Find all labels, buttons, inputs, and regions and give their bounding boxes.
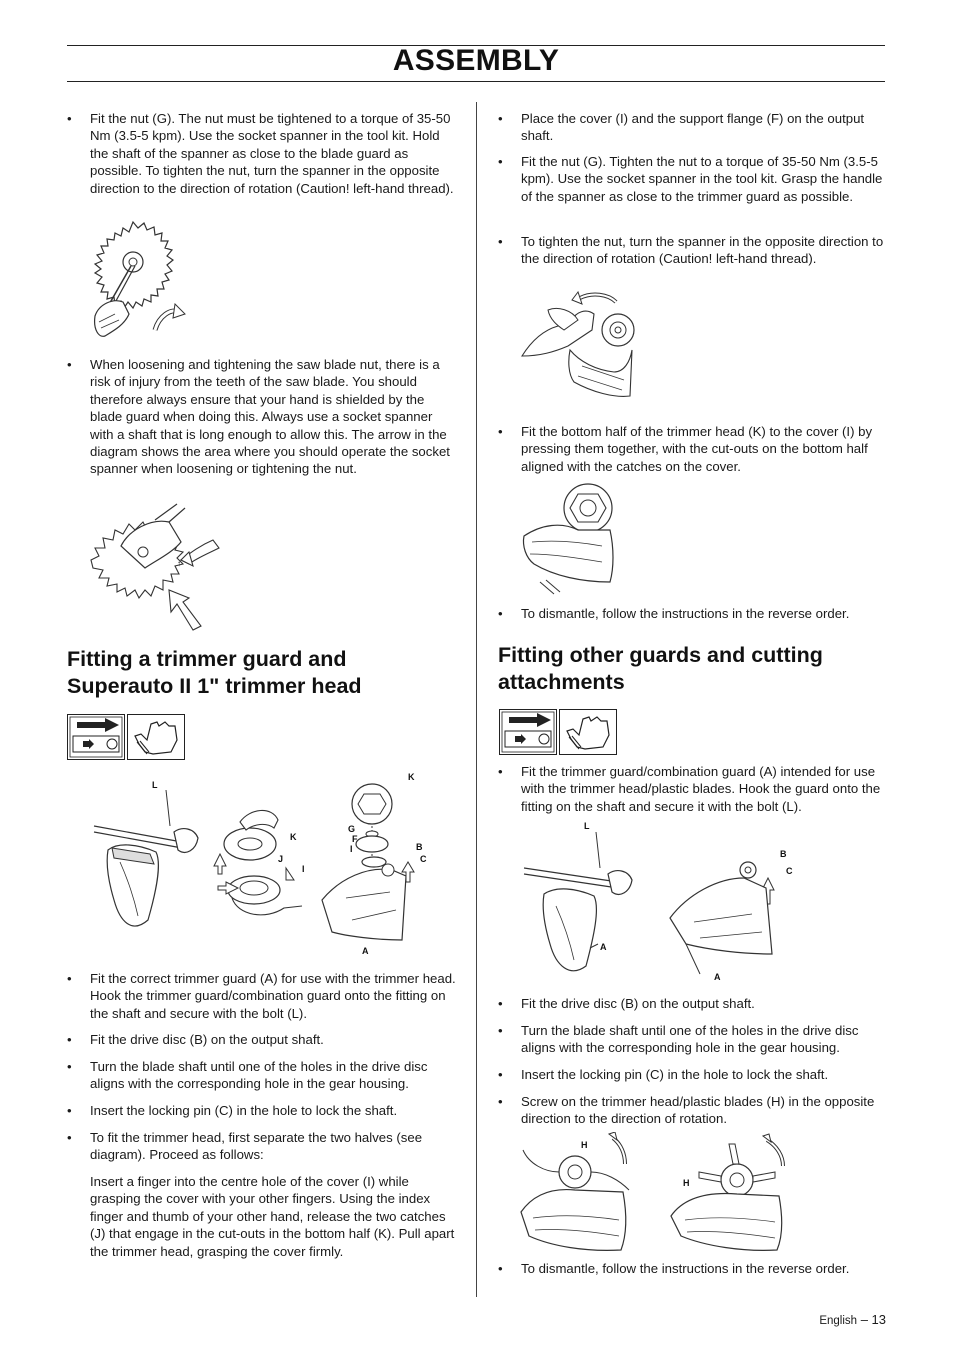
bullet-text: To fit the trimmer head, first separate the two halves (see diagram). Proceed as follows:	[90, 1130, 423, 1163]
label-i2: I	[350, 844, 353, 854]
page-number: – 13	[860, 1312, 886, 1327]
list-item: • Place the cover (I) and the support flange (F) on the output shaft.	[498, 111, 865, 144]
label-b: B	[780, 849, 787, 859]
combination-guard-illustration	[518, 818, 798, 988]
section-heading: Fitting other guards and cutting attachments	[498, 643, 823, 694]
trimmer-guard-illustration	[518, 478, 643, 596]
svg-text:↑: ↑	[177, 559, 181, 568]
bullet-text: Fit the bottom half of the trimmer head (K) to the cover (I) by pressing them together, with the cut-outs on the bottom half aligned with the catches on the cover.	[521, 424, 873, 474]
instruction-paragraph: Insert a finger into the centre hole of the cover (I) while grasping the cover with your other fingers. Using the index finger and thumb of your other hand, release the two catches (J) that engage in the cut-outs in the bottom half (K). Pull apart the trimmer head, grasping the cover firmly.	[90, 1174, 455, 1259]
label-a: A	[362, 946, 369, 956]
label-h: H	[581, 1140, 588, 1150]
page-footer	[819, 1312, 886, 1327]
bullet-text: Insert the locking pin (C) in the hole to lock the shaft.	[521, 1067, 829, 1082]
list-item: • Insert the locking pin (C) in the hole to lock the shaft.	[67, 1103, 398, 1118]
label-c: C	[420, 854, 427, 864]
saw-blade-spanner-illustration	[85, 218, 195, 346]
bullet-text: Turn the blade shaft until one of the holes in the drive disc aligns with the corresponding hole in the gear housing.	[521, 1023, 859, 1056]
section-heading: Fitting a trimmer guard and Superauto II 1" trimmer head	[67, 647, 362, 698]
bullet-text: Fit the trimmer guard/combination guard (A) intended for use with the trimmer head/plastic blades. Hook the guard onto the fitting on the shaft and secure it with the bolt (L).	[521, 764, 881, 814]
glove-icon	[127, 714, 185, 760]
label-g: G	[348, 824, 356, 834]
label-c: C	[786, 866, 793, 876]
list-item: • Fit the bottom half of the trimmer head (K) to the cover (I) by pressing them together, with the cut-outs on the bottom half aligned with the catches on the cover.	[498, 424, 873, 474]
list-item: • Screw on the trimmer head/plastic blades (H) in the opposite direction to the direction of rotation.	[498, 1094, 875, 1127]
bullet-text: Turn the blade shaft until one of the holes in the drive disc aligns with the corresponding hole in the gear housing.	[90, 1059, 428, 1092]
header-bottom-rule	[67, 81, 885, 82]
label-j: J	[278, 854, 284, 864]
label-h2: H	[683, 1178, 690, 1188]
bullet-text: When loosening and tightening the saw blade nut, there is a risk of injury from the teeth of the saw blade. You should therefore always ensure that your hand is shielded by the blade guard when doing this. Always use a socket spanner with a shaft that is long enough to allow this. The arrow in the diagram shows the area where you should operate the socket spanner when loosening or tightening the nut.	[90, 357, 450, 477]
trimmer-head-assembly-illustration	[90, 770, 440, 960]
label-l: L	[152, 780, 158, 790]
page-title: ASSEMBLY	[392, 44, 560, 77]
list-item: • Fit the trimmer guard/combination guard (A) intended for use with the trimmer head/plastic blades. Hook the guard onto the fitting on the shaft and secure it with the bolt (L).	[498, 764, 881, 814]
label-k2: K	[408, 772, 415, 782]
label-i: I	[302, 864, 305, 874]
glove-icon	[559, 709, 617, 755]
label-a: A	[600, 942, 607, 952]
bullet-text: Place the cover (I) and the support flange (F) on the output shaft.	[521, 111, 865, 144]
bullet-text: To dismantle, follow the instructions in the reverse order.	[521, 1261, 850, 1276]
label-b: B	[416, 842, 423, 852]
bullet-text: Fit the drive disc (B) on the output shaft.	[90, 1032, 324, 1047]
bullet-text: To dismantle, follow the instructions in the reverse order.	[521, 606, 850, 621]
label-a2: A	[714, 972, 721, 982]
list-item: • To fit the trimmer head, first separate the two halves (see diagram). Proceed as follows:	[67, 1130, 423, 1163]
bullet-text: Screw on the trimmer head/plastic blades (H) in the opposite direction to the direction of rotation.	[521, 1094, 875, 1127]
bullet-text: Fit the nut (G). The nut must be tightened to a torque of 35-50 Nm (3.5-5 kpm). Use the socket spanner in the tool kit. Hold the shaft of the spanner as close to the blade guard as possible. To tighten the nut, turn the spanner in the opposite direction to the direction of rotation (Caution! left-hand thread).	[90, 111, 454, 196]
blade-guard-arrow-illustration	[85, 500, 245, 635]
bullet-text: Insert the locking pin (C) in the hole to lock the shaft.	[90, 1103, 398, 1118]
bullet-text: Fit the nut (G). Tighten the nut to a torque of 35-50 Nm (3.5-5 kpm). Use the socket spanner in the tool kit. Grasp the handle of the spanner as close to the trimmer guard as possible.	[521, 154, 883, 204]
list-item: • Fit the drive disc (B) on the output shaft.	[67, 1032, 324, 1047]
list-item: • To dismantle, follow the instructions in the reverse order.	[498, 1261, 850, 1276]
column-divider	[476, 102, 477, 1297]
list-item: • When loosening and tightening the saw blade nut, there is a risk of injury from the teeth of the saw blade. You should therefore always ensure that your hand is shielded by the blade guard when doing this. Always use a socket spanner with a shaft that is long enough to allow this. The arrow in the diagram shows the area where you should operate the socket spanner when loosening or tightening the nut.	[67, 357, 450, 477]
trimmer-head-plastic-blades-illustration	[515, 1132, 805, 1257]
tool-arrow-icon	[499, 709, 557, 755]
list-item: • Turn the blade shaft until one of the holes in the drive disc aligns with the corresponding hole in the gear housing.	[498, 1023, 859, 1056]
footer-language: English	[819, 1315, 858, 1327]
label-k: K	[290, 832, 297, 842]
bullet-text: Fit the drive disc (B) on the output shaft.	[521, 996, 755, 1011]
list-item: • Insert the locking pin (C) in the hole to lock the shaft.	[498, 1067, 829, 1082]
bullet-text: Fit the correct trimmer guard (A) for use with the trimmer head. Hook the trimmer guard/combination guard onto the fitting on the shaft and secure with the bolt (L).	[90, 971, 456, 1021]
list-item: • To tighten the nut, turn the spanner in the opposite direction to the direction of rotation (Caution! left-hand thread).	[498, 234, 884, 267]
tool-arrow-icon	[67, 714, 125, 760]
list-item: • Turn the blade shaft until one of the holes in the drive disc aligns with the corresponding hole in the gear housing.	[67, 1059, 428, 1092]
list-item: • Fit the correct trimmer guard (A) for use with the trimmer head. Hook the trimmer guard/combination guard onto the fitting on the shaft and secure with the bolt (L).	[67, 971, 456, 1021]
trimmer-head-cover-illustration	[518, 290, 643, 400]
list-item: • Fit the nut (G). The nut must be tightened to a torque of 35-50 Nm (3.5-5 kpm). Use the socket spanner in the tool kit. Hold the shaft of the spanner as close to the blade guard as possible. To tighten the nut, turn the spanner in the opposite direction to the direction of rotation (Caution! left-hand thread).	[67, 111, 454, 196]
list-item: • Fit the nut (G). Tighten the nut to a torque of 35-50 Nm (3.5-5 kpm). Use the socket spanner in the tool kit. Grasp the handle of the spanner as close to the trimmer guard as possible.	[498, 154, 883, 204]
list-item: • Fit the drive disc (B) on the output shaft.	[498, 996, 755, 1011]
bullet-text: To tighten the nut, turn the spanner in the opposite direction to the direction of rotation (Caution! left-hand thread).	[521, 234, 884, 267]
label-l: L	[584, 821, 590, 831]
list-item: • To dismantle, follow the instructions in the reverse order.	[498, 606, 850, 621]
label-f: F	[352, 834, 358, 844]
